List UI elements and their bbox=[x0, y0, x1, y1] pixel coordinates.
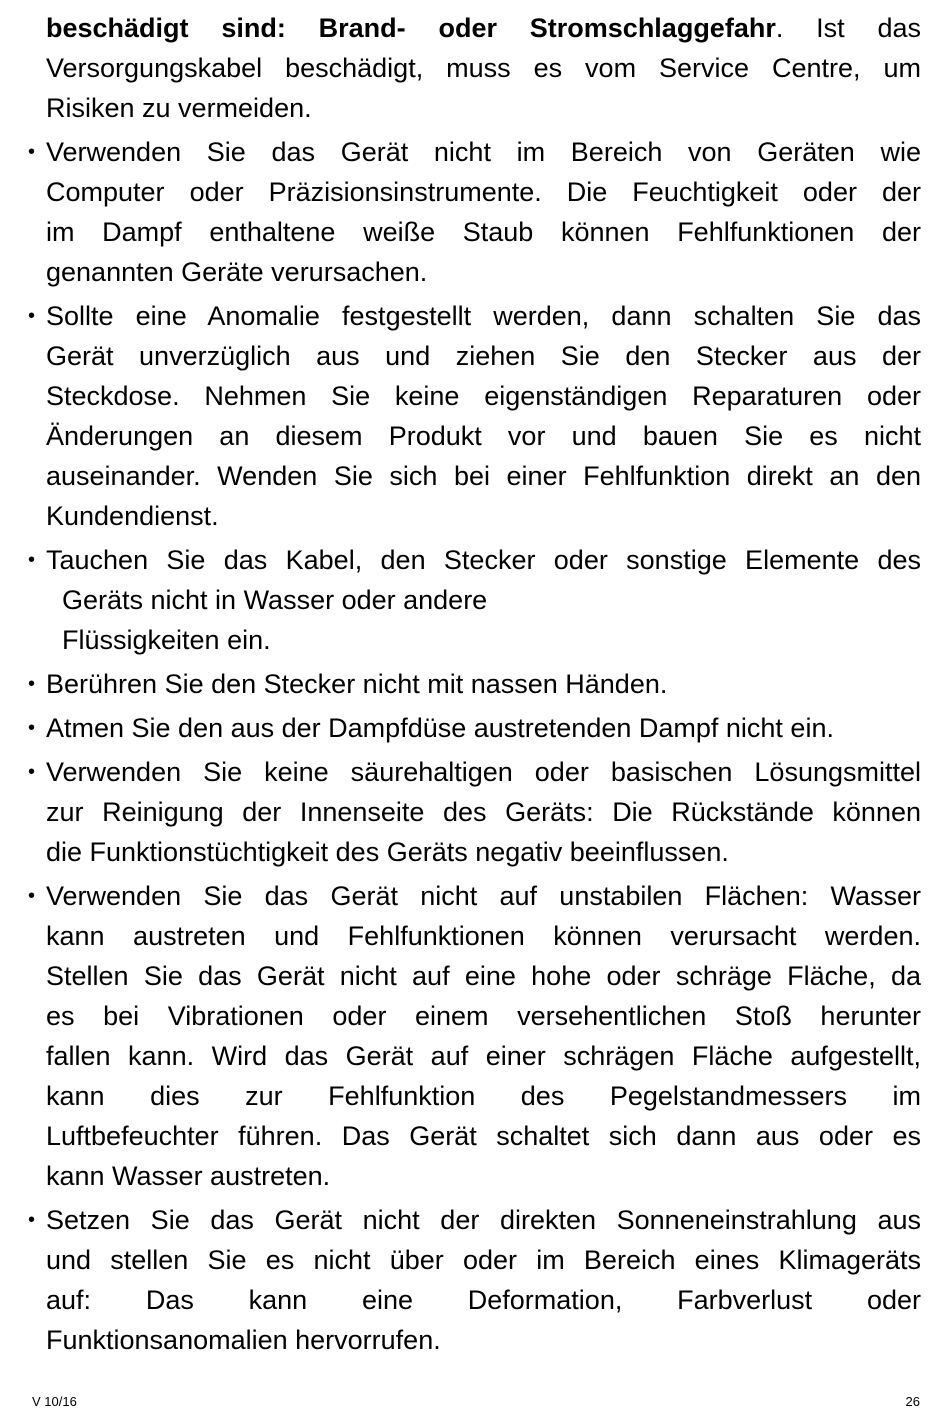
bullet-icon: • bbox=[28, 305, 36, 327]
text-line: Funktionsanomalien hervorrufen. bbox=[46, 1325, 441, 1355]
bullet-icon: • bbox=[28, 673, 36, 695]
text-line bbox=[46, 8, 921, 48]
list-item bbox=[28, 1200, 921, 1360]
text-line: und stellen Sie es nicht über oder im Bereich eines Klimageräts bbox=[46, 1245, 921, 1275]
bullet-icon: • bbox=[28, 885, 36, 907]
list-item bbox=[28, 8, 921, 128]
text-line: es bei Vibrationen oder einem versehentlichen Stoß herunter bbox=[46, 1001, 921, 1031]
text-line: Setzen Sie das Gerät nicht der direkten Sonneneinstrahlung aus bbox=[46, 1205, 921, 1235]
page-number: 26 bbox=[905, 1394, 920, 1409]
text-line: Berühren Sie den Stecker nicht mit nassen Händen. bbox=[46, 669, 668, 699]
text-line: Computer oder Präzisionsinstrumente. Die Feuchtigkeit oder der bbox=[46, 177, 921, 207]
safety-instructions-list bbox=[28, 8, 921, 1364]
text-line: Stellen Sie das Gerät nicht auf eine hohe oder schräge Fläche, da bbox=[46, 961, 921, 991]
bullet-icon: • bbox=[28, 141, 36, 163]
bullet-icon: • bbox=[28, 761, 36, 783]
text-line: Änderungen an diesem Produkt vor und bauen Sie es nicht bbox=[46, 421, 921, 451]
warning-emphasis: beschädigt sind: Brand- oder Stromschlaggefahr bbox=[46, 13, 776, 43]
text-fragment: . Ist das bbox=[775, 13, 922, 43]
text-line: Flüssigkeiten ein. bbox=[62, 625, 271, 655]
list-item bbox=[28, 540, 921, 660]
text-line: Versorgungskabel beschädigt, muss es vom Service Centre, um bbox=[46, 53, 921, 83]
text-line: im Dampf enthaltene weiße Staub können Fehlfunktionen der bbox=[46, 217, 921, 247]
text-line: Steckdose. Nehmen Sie keine eigenständigen Reparaturen oder bbox=[46, 381, 921, 411]
list-item bbox=[28, 296, 921, 536]
text-line: Verwenden Sie keine säurehaltigen oder basischen Lösungsmittel bbox=[46, 757, 921, 787]
text-line: auf: Das kann eine Deformation, Farbverlust oder bbox=[46, 1285, 921, 1315]
bullet-icon: • bbox=[28, 717, 36, 739]
text-line: die Funktionstüchtigkeit des Geräts negativ beeinflussen. bbox=[46, 837, 729, 867]
text-line: Kundendienst. bbox=[46, 501, 219, 531]
text-line: Verwenden Sie das Gerät nicht auf unstabilen Flächen: Wasser bbox=[46, 881, 921, 911]
list-item bbox=[28, 752, 921, 872]
text-line: Atmen Sie den aus der Dampfdüse austretenden Dampf nicht ein. bbox=[46, 713, 834, 743]
text-line: Tauchen Sie das Kabel, den Stecker oder sonstige Elemente des bbox=[46, 545, 921, 575]
text-line: Gerät unverzüglich aus und ziehen Sie den Stecker aus der bbox=[46, 341, 921, 371]
list-item bbox=[28, 132, 921, 292]
text-line: Geräts nicht in Wasser oder andere bbox=[62, 585, 488, 615]
text-line: kann austreten und Fehlfunktionen können verursacht werden. bbox=[46, 921, 921, 951]
text-line: Verwenden Sie das Gerät nicht im Bereich von Geräten wie bbox=[46, 137, 921, 167]
text-line: Risiken zu vermeiden. bbox=[46, 93, 312, 123]
list-item bbox=[28, 708, 921, 748]
text-line: auseinander. Wenden Sie sich bei einer Fehlfunktion direkt an den bbox=[46, 461, 921, 491]
text-line: zur Reinigung der Innenseite des Geräts: Die Rückstände können bbox=[46, 797, 921, 827]
bullet-icon: • bbox=[28, 1209, 36, 1231]
text-line: fallen kann. Wird das Gerät auf einer schrägen Fläche aufgestellt, bbox=[46, 1041, 921, 1071]
list-item bbox=[28, 876, 921, 1196]
text-line: kann dies zur Fehlfunktion des Pegelstandmessers im bbox=[46, 1081, 921, 1111]
list-item bbox=[28, 664, 921, 704]
text-line: genannten Geräte verursachen. bbox=[46, 257, 428, 287]
text-line: kann Wasser austreten. bbox=[46, 1161, 331, 1191]
bullet-icon: • bbox=[28, 549, 36, 571]
version-label: V 10/16 bbox=[32, 1394, 77, 1409]
text-line: Luftbefeuchter führen. Das Gerät schaltet sich dann aus oder es bbox=[46, 1121, 921, 1151]
text-line: Sollte eine Anomalie festgestellt werden, dann schalten Sie das bbox=[46, 301, 921, 331]
